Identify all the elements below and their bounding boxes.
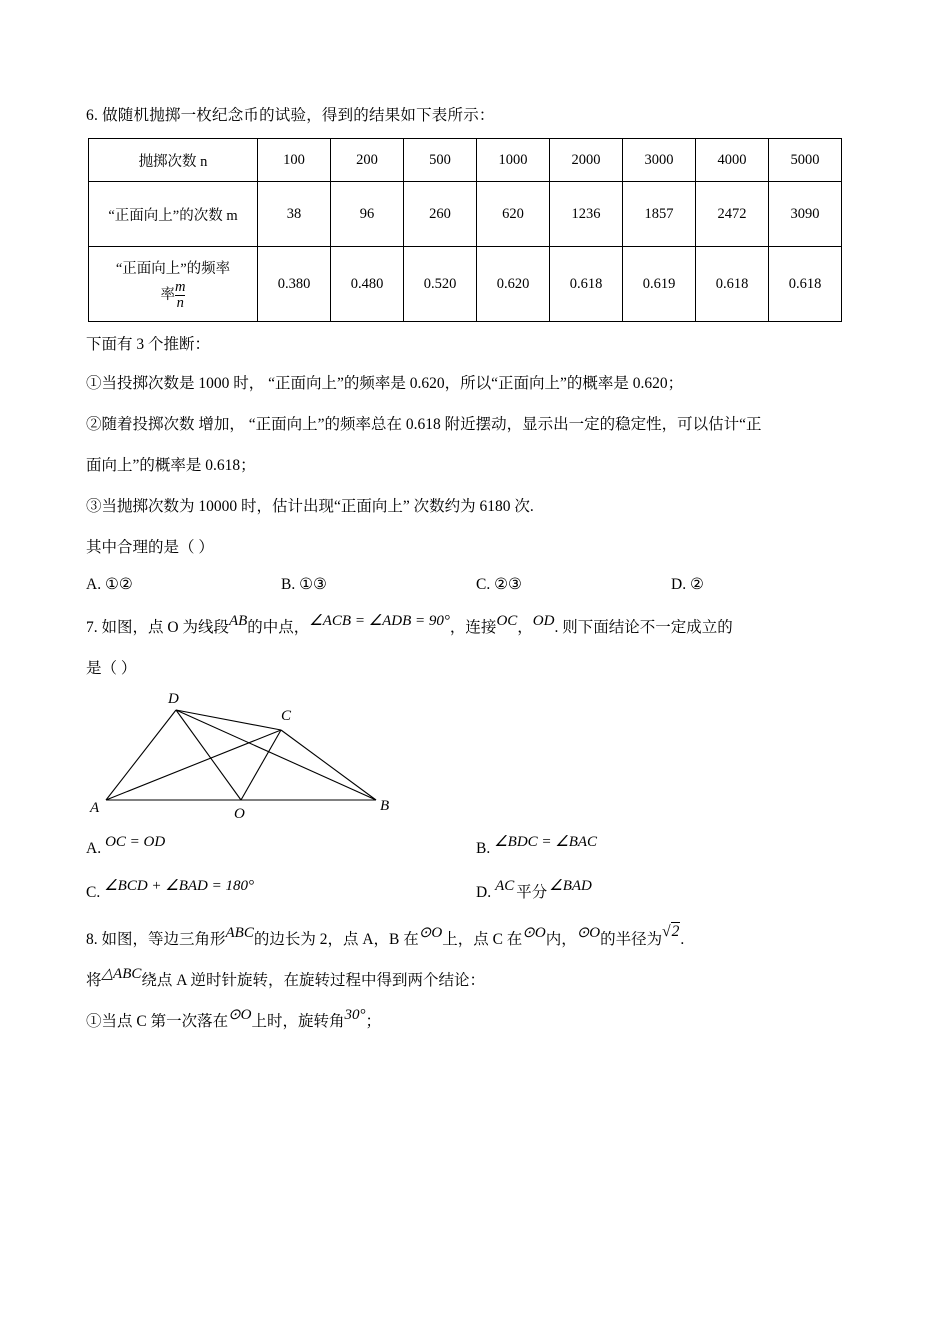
cell-tosses-6: 4000 [696, 139, 769, 182]
q7-option-d-label: D. [476, 884, 492, 902]
q7-option-d[interactable] [476, 880, 866, 902]
q8-text-4: 内， [545, 931, 577, 949]
q8-l3-text-2: 上时，旋转角 [251, 1013, 345, 1031]
q8-text-3: 上，点 C 在 [442, 931, 523, 949]
q8-math-abc: ABC [225, 925, 254, 942]
q7-math-angles: ∠ACB = ∠ADB = 90° [309, 613, 450, 630]
q8-math-circle-2: ⊙O [522, 925, 546, 942]
q8-sqrt-radicand: 2 [671, 923, 680, 941]
q7-option-b-label: B. [476, 840, 491, 858]
cell-heads-7: 3090 [769, 182, 842, 247]
cell-freq-4: 0.618 [550, 247, 623, 322]
table-row [89, 247, 842, 322]
cell-freq-6: 0.618 [696, 247, 769, 322]
q8-line3 [86, 1006, 866, 1037]
cell-tosses-1: 200 [331, 139, 404, 182]
q7-option-b[interactable] [476, 834, 866, 858]
svg-text:B: B [380, 798, 390, 815]
cell-tosses-5: 3000 [623, 139, 696, 182]
fraction-m-over-n [175, 280, 185, 311]
q8-math-circle-3: ⊙O [576, 925, 601, 942]
cell-freq-7: 0.618 [769, 247, 842, 322]
q7-math-od: OD [532, 613, 555, 630]
q8-math-circle-4: ⊙O [228, 1007, 252, 1024]
svg-text:O: O [234, 806, 245, 821]
q6-option-b-text: ①③ [299, 576, 327, 594]
q7-text-1: 7. 如图，点 O 为线段 [86, 619, 229, 637]
cell-freq-2: 0.520 [404, 247, 477, 322]
q8-math-30deg: 30° [344, 1007, 366, 1024]
cell-tosses-3: 1000 [477, 139, 550, 182]
cell-tosses-0: 100 [258, 139, 331, 182]
q6-lead: 下面有 3 个推断： [86, 336, 211, 354]
row-label-frequency-text: “正面向上”的频率 [115, 260, 231, 277]
q6-option-a[interactable] [86, 575, 281, 594]
q8-l3-text-1: ①当点 C 第一次落在 [86, 1013, 229, 1031]
q7-option-a-text: OC = OD [105, 834, 166, 851]
q7-text-3: ，连接 [449, 619, 497, 637]
q6-option-d-text: ② [689, 576, 704, 594]
cell-freq-0: 0.380 [258, 247, 331, 322]
q6-inference-2-line2: 面向上”的概率是 0.618； [86, 457, 256, 475]
q7-option-d-text2: ∠BAD [549, 878, 592, 895]
q8-text-1: 8. 如图，等边三角形 [86, 931, 226, 949]
cell-heads-6: 2472 [696, 182, 769, 247]
row-label-heads-text: “正面向上”的次数 m [108, 207, 238, 224]
geometry-diagram-q7 [86, 690, 426, 820]
q7-stem-line1 [86, 612, 866, 643]
q6-option-b[interactable] [281, 575, 476, 594]
q6-ask: 其中合理的是（ ） [86, 539, 214, 557]
q8-math-triangle-abc: △ABC [101, 966, 142, 983]
row-label-heads [89, 182, 258, 247]
q6-options [86, 575, 866, 594]
q8-l2-text-1: 将 [86, 972, 102, 990]
q7-text-2: 的中点， [247, 619, 310, 637]
cell-heads-4: 1236 [550, 182, 623, 247]
fraction-denominator: n [176, 295, 184, 312]
page-content [86, 104, 866, 1037]
q8-text-6: . [680, 931, 685, 949]
q6-option-a-text: ①② [104, 576, 133, 594]
svg-text:C: C [281, 708, 292, 725]
q7-option-b-text: ∠BDC = ∠BAC [494, 834, 598, 851]
cell-freq-5: 0.619 [623, 247, 696, 322]
cell-tosses-2: 500 [404, 139, 477, 182]
q7-stem-line2: 是（ ） [86, 660, 137, 678]
cell-tosses-7: 5000 [769, 139, 842, 182]
q6-option-d[interactable] [671, 575, 866, 594]
frequency-table [88, 138, 842, 322]
cell-heads-2: 260 [404, 182, 477, 247]
q8-text-5: 的半径为 [600, 931, 663, 949]
cell-heads-5: 1857 [623, 182, 696, 247]
table-row [89, 139, 842, 182]
q7-option-a-label: A. [86, 840, 102, 858]
cell-heads-0: 38 [258, 182, 331, 247]
q7-text-4: ， [517, 619, 533, 637]
q6-option-d-label: D. [671, 576, 687, 594]
cell-heads-3: 620 [477, 182, 550, 247]
q6-inference-3: ③当抛掷次数为 10000 时，估计出现“正面向上” 次数约为 6180 次. [86, 498, 534, 516]
q8-line1 [86, 924, 866, 955]
q6-stem: 6. 做随机抛掷一枚纪念币的试验，得到的结果如下表所示： [86, 107, 495, 124]
cell-freq-1: 0.480 [331, 247, 404, 322]
q7-option-d-suffix: 平分 [516, 884, 548, 902]
q8-l3-text-3: ； [365, 1013, 382, 1031]
q6-inference-2-line1: ②随着投掷次数 增加， “正面向上”的频率总在 0.618 附近摆动，显示出一定的稳定性，可以估计“正 [86, 416, 762, 434]
svg-text:D: D [168, 691, 179, 708]
q6-option-c-label: C. [476, 576, 491, 594]
q7-math-oc: OC [496, 613, 518, 630]
table-row [89, 182, 842, 247]
row-label-frequency [89, 247, 258, 322]
cell-tosses-4: 2000 [550, 139, 623, 182]
fraction-numerator: m [175, 278, 186, 295]
q6-inference-1: ①当投掷次数是 1000 时， “正面向上”的频率是 0.620，所以“正面向上”的概率是 0.620； [86, 375, 684, 393]
q7-figure [86, 690, 866, 825]
row-label-tosses [89, 139, 258, 182]
q6-option-b-label: B. [281, 576, 296, 594]
q8-line2 [86, 965, 866, 996]
q7-option-c[interactable] [86, 880, 476, 902]
q8-math-circle-1: ⊙O [418, 925, 443, 942]
q8-text-2: 的边长为 2，点 A，B 在 [253, 931, 419, 949]
q7-option-d-text: AC [495, 878, 515, 895]
q7-option-c-text: ∠BCD + ∠BAD = 180° [104, 878, 255, 895]
cell-freq-3: 0.620 [477, 247, 550, 322]
row-label-tosses-text: 抛掷次数 n [138, 153, 208, 170]
q8-sqrt-2: √2 [662, 923, 680, 941]
svg-text:A: A [90, 800, 100, 817]
cell-heads-1: 96 [331, 182, 404, 247]
q7-option-a[interactable] [86, 834, 476, 858]
frequency-prefix: 率 [160, 286, 175, 303]
q6-option-c[interactable] [476, 575, 671, 594]
q7-option-c-label: C. [86, 884, 101, 902]
q6-option-a-label: A. [86, 576, 102, 594]
q6-option-c-text: ②③ [494, 576, 522, 594]
q7-math-ab: AB [228, 613, 248, 630]
q8-l2-text-2: 绕点 A 逆时针旋转，在旋转过程中得到两个结论： [141, 972, 485, 990]
q7-text-5: . 则下面结论不一定成立的 [554, 619, 733, 637]
q7-options [86, 834, 866, 902]
